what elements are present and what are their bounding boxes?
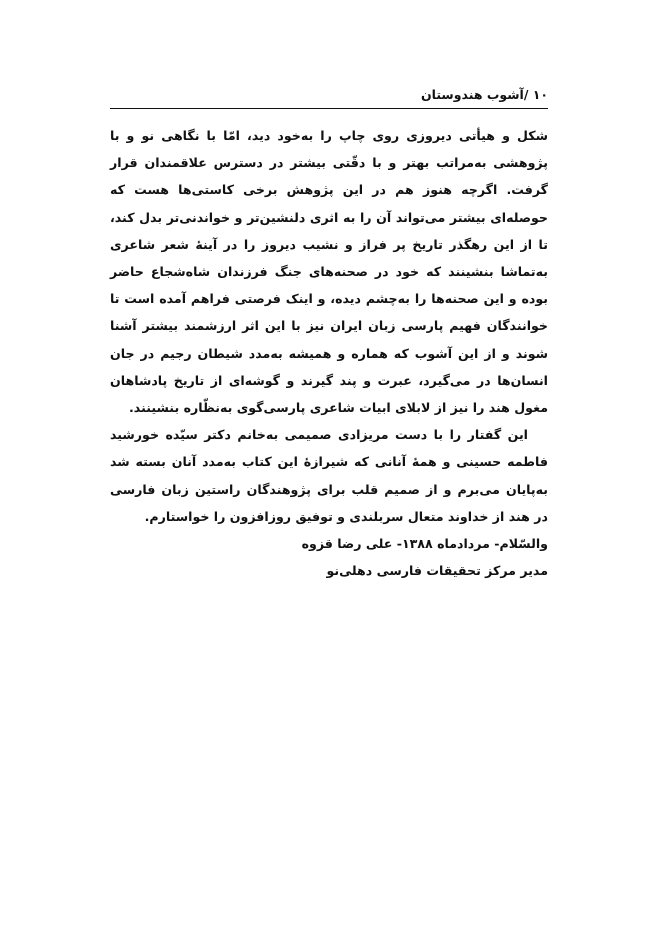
- signature-title: مدیر مرکز تحقیقات فارسی دهلی‌نو: [326, 563, 548, 579]
- running-header: [110, 86, 548, 104]
- paragraph-continuation: شکل و هیأتی دیروزی روی چاپ را به‌خود دید، امّا با نگاهی نو و با پژوهشی به‌مراتب بهتر و با دقّتی بیشتر در دسترس علاقمندان قرار گرفت. اگرچه هنوز هم در این پژوهش برخی کاستی‌ها هست که حوصله‌ای بیشتر می‌تواند آن را به اثری دلنشین‌تر و خواندنی‌تر بدل کند، تا از این رهگذر تاریخ پر فراز و نشیب دیروز را در آینهٔ شعر شاعری به‌تماشا بنشینند که خود در صحنه‌های جنگ فرزندان شاه‌شجاع حاضر بوده و این صحنه‌ها را به‌چشم دیده، و اینک فرصتی فراهم آمده است تا خوانندگان فهیم پارسی زبان ایران نیز با این اثر ارزشمند بیشتر آشنا شوند و از این آشوب که هماره و همیشه به‌مدد شیطان رجیم در جان انسان‌ها در می‌گیرد، عبرت و پند گیرند و گوشه‌ای از تاریخ پادشاهان مغول هند را نیز از لابلای ابیات شاعری پارسی‌گوی به‌نظّاره بنشینند.: [110, 128, 548, 416]
- main-text: [110, 122, 548, 584]
- header-rule: [110, 108, 548, 109]
- signature-line: [110, 530, 548, 557]
- paragraph-acknowledgement: این گفتار را با دست مریزادی صمیمی به‌خانم دکتر سیّده خورشید فاطمه حسینی و همهٔ آنانی که شیرازهٔ این کتاب به‌مدد آنان بسته شد به‌پایان می‌برم و از صمیم قلب برای پژوهندگان راستین زبان فارسی در هند از خداوند متعال سربلندی و توفیق روزافزون را خواستارم.: [110, 427, 548, 524]
- running-title: ۱۰ /آشوب هندوستان: [420, 87, 548, 102]
- signature-name: علی رضا قزوه: [301, 536, 393, 552]
- signature-closing: والسّلام- مردادماه ۱۳۸۸-: [396, 536, 548, 552]
